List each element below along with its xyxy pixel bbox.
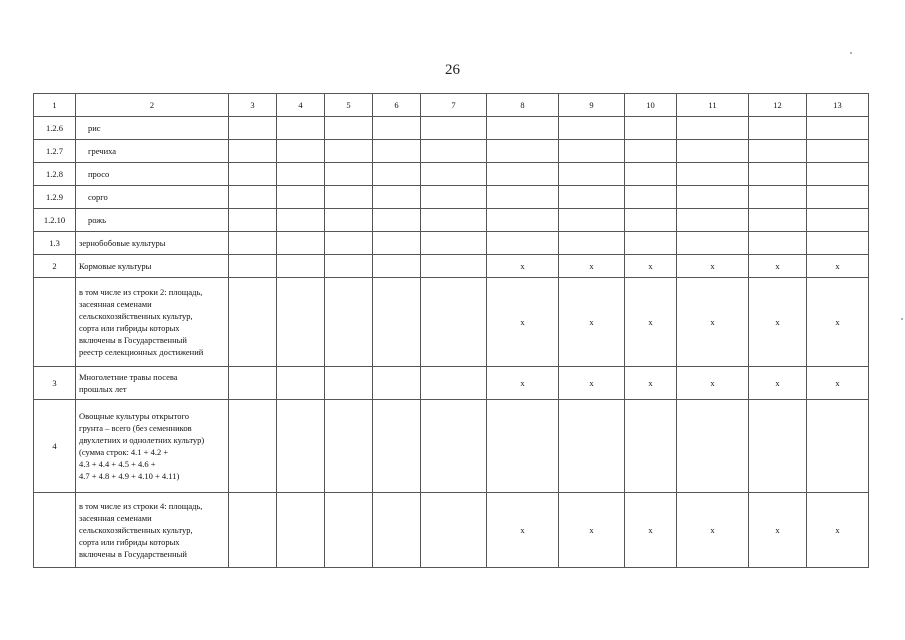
table-row — [34, 163, 869, 186]
table-cell — [421, 117, 487, 140]
table-cell — [325, 493, 373, 568]
row-label: в том числе из строки 4: площадь, засеянная семенами сельскохозяйственных культур, сорта или гибриды которых включены в Государственный — [76, 493, 229, 568]
table-cell: x — [625, 255, 677, 278]
table-cell — [325, 209, 373, 232]
row-code: 3 — [34, 367, 76, 400]
table-cell — [421, 255, 487, 278]
table-cell: x — [559, 255, 625, 278]
table-cell: x — [625, 278, 677, 367]
table-cell — [325, 140, 373, 163]
table-cell: x — [807, 278, 869, 367]
table-cell — [229, 117, 277, 140]
row-code: 1.2.7 — [34, 140, 76, 163]
row-code: 4 — [34, 400, 76, 493]
table-cell — [373, 367, 421, 400]
table-cell — [421, 209, 487, 232]
table-cell — [559, 186, 625, 209]
table-cell: x — [559, 493, 625, 568]
table-cell — [625, 140, 677, 163]
table-cell — [625, 117, 677, 140]
row-code: 1.3 — [34, 232, 76, 255]
table-cell — [277, 232, 325, 255]
table-cell — [625, 209, 677, 232]
table-cell: x — [559, 278, 625, 367]
table-cell — [625, 232, 677, 255]
row-label: в том числе из строки 2: площадь, засеянная семенами сельскохозяйственных культур, сорта или гибриды которых включены в Государственный реестр селекционных достижений — [76, 278, 229, 367]
table-cell: x — [487, 367, 559, 400]
row-code: 2 — [34, 255, 76, 278]
table-cell — [421, 232, 487, 255]
table-cell: x — [677, 255, 749, 278]
table-cell: x — [487, 255, 559, 278]
table-cell — [749, 117, 807, 140]
column-header: 1 — [34, 94, 76, 117]
scan-speck — [901, 318, 903, 320]
data-table — [33, 93, 869, 568]
table-cell — [559, 163, 625, 186]
table-cell — [421, 140, 487, 163]
table-cell: x — [625, 493, 677, 568]
table-cell: x — [749, 278, 807, 367]
table-cell — [677, 232, 749, 255]
row-code — [34, 493, 76, 568]
table-row — [34, 400, 869, 493]
table-cell — [487, 163, 559, 186]
table-cell — [677, 163, 749, 186]
table-cell: x — [559, 367, 625, 400]
table-cell — [677, 117, 749, 140]
table-cell — [229, 367, 277, 400]
table-cell — [749, 140, 807, 163]
table-row — [34, 367, 869, 400]
scan-speck — [850, 52, 852, 54]
table-cell — [325, 278, 373, 367]
table-cell — [277, 493, 325, 568]
table-cell — [421, 493, 487, 568]
table-cell — [559, 400, 625, 493]
table-cell — [807, 400, 869, 493]
table-cell — [229, 255, 277, 278]
table-cell — [677, 209, 749, 232]
table-cell — [487, 209, 559, 232]
column-header: 5 — [325, 94, 373, 117]
table-cell: x — [807, 255, 869, 278]
table-cell: x — [625, 367, 677, 400]
table-cell — [277, 209, 325, 232]
row-label: Многолетние травы посева прошлых лет — [76, 367, 229, 400]
column-header: 11 — [677, 94, 749, 117]
table-cell — [807, 140, 869, 163]
column-header: 13 — [807, 94, 869, 117]
table-cell — [373, 117, 421, 140]
row-code: 1.2.9 — [34, 186, 76, 209]
table-cell — [749, 209, 807, 232]
table-cell — [749, 232, 807, 255]
table-cell — [325, 163, 373, 186]
table-cell — [421, 163, 487, 186]
table-cell — [487, 232, 559, 255]
table-cell: x — [677, 367, 749, 400]
table-cell — [277, 367, 325, 400]
table-cell — [749, 400, 807, 493]
table-cell — [373, 186, 421, 209]
table-cell — [807, 209, 869, 232]
table-cell — [277, 140, 325, 163]
row-label: рис — [76, 117, 229, 140]
table-cell: x — [487, 493, 559, 568]
table-cell: x — [749, 255, 807, 278]
table-row — [34, 232, 869, 255]
table-cell — [625, 163, 677, 186]
table-cell — [487, 400, 559, 493]
table-cell — [229, 493, 277, 568]
table-row — [34, 140, 869, 163]
page-number: 26 — [445, 62, 460, 78]
table-cell: x — [807, 493, 869, 568]
table-cell — [559, 209, 625, 232]
table-cell — [373, 163, 421, 186]
table-cell — [373, 255, 421, 278]
table-cell — [749, 163, 807, 186]
table-cell — [421, 367, 487, 400]
table-row — [34, 493, 869, 568]
row-label: гречиха — [76, 140, 229, 163]
table-cell — [807, 163, 869, 186]
table-cell — [277, 186, 325, 209]
table-cell — [487, 117, 559, 140]
table-cell — [373, 278, 421, 367]
table-cell — [625, 400, 677, 493]
table-cell — [559, 140, 625, 163]
table-cell: x — [487, 278, 559, 367]
column-header: 7 — [421, 94, 487, 117]
table-cell — [421, 186, 487, 209]
table-cell: x — [807, 367, 869, 400]
table-cell — [559, 232, 625, 255]
table-cell — [677, 140, 749, 163]
column-header: 2 — [76, 94, 229, 117]
table-cell — [325, 232, 373, 255]
table-cell — [677, 186, 749, 209]
table-cell — [229, 186, 277, 209]
header-row — [34, 94, 869, 117]
table-cell — [421, 400, 487, 493]
table-row — [34, 186, 869, 209]
table-cell — [325, 400, 373, 493]
table-cell — [229, 163, 277, 186]
row-label: Овощные культуры открытого грунта – всего (без семенников двухлетних и однолетних культур) (сумма строк: 4.1 + 4.2 + 4.3 + 4.4 + 4.5 + 4.6 + 4.7 + 4.8 + 4.9 + 4.10 + 4.11) — [76, 400, 229, 493]
row-code: 1.2.10 — [34, 209, 76, 232]
table-cell — [229, 209, 277, 232]
table-cell — [325, 117, 373, 140]
table-cell — [229, 232, 277, 255]
table-row — [34, 209, 869, 232]
table-cell — [487, 140, 559, 163]
row-label: рожь — [76, 209, 229, 232]
table-cell — [325, 367, 373, 400]
table-cell — [277, 400, 325, 493]
table-row — [34, 117, 869, 140]
row-label: Кормовые культуры — [76, 255, 229, 278]
row-code: 1.2.6 — [34, 117, 76, 140]
table-cell — [807, 186, 869, 209]
table-cell: x — [749, 367, 807, 400]
table-cell — [277, 117, 325, 140]
table-cell — [277, 163, 325, 186]
table-cell: x — [677, 493, 749, 568]
table-cell: x — [677, 278, 749, 367]
table-cell — [373, 209, 421, 232]
table-cell — [373, 140, 421, 163]
row-label: зернобобовые культуры — [76, 232, 229, 255]
column-header: 6 — [373, 94, 421, 117]
row-label: сорго — [76, 186, 229, 209]
column-header: 12 — [749, 94, 807, 117]
table-cell — [277, 255, 325, 278]
table-cell — [625, 186, 677, 209]
table-cell — [749, 186, 807, 209]
table-cell — [421, 278, 487, 367]
table-row — [34, 255, 869, 278]
row-code — [34, 278, 76, 367]
table-cell — [325, 186, 373, 209]
column-header: 4 — [277, 94, 325, 117]
column-header: 10 — [625, 94, 677, 117]
table-cell — [229, 140, 277, 163]
column-header: 8 — [487, 94, 559, 117]
table-cell: x — [749, 493, 807, 568]
column-header: 3 — [229, 94, 277, 117]
table-cell — [373, 493, 421, 568]
table-cell — [807, 232, 869, 255]
table-cell — [677, 400, 749, 493]
table-row — [34, 278, 869, 367]
table-cell — [373, 232, 421, 255]
table-cell — [487, 186, 559, 209]
table-cell — [229, 400, 277, 493]
table-cell — [229, 278, 277, 367]
table-cell — [325, 255, 373, 278]
row-code: 1.2.8 — [34, 163, 76, 186]
column-header: 9 — [559, 94, 625, 117]
table-cell — [373, 400, 421, 493]
table-cell — [277, 278, 325, 367]
table-cell — [559, 117, 625, 140]
table-cell — [807, 117, 869, 140]
row-label: просо — [76, 163, 229, 186]
